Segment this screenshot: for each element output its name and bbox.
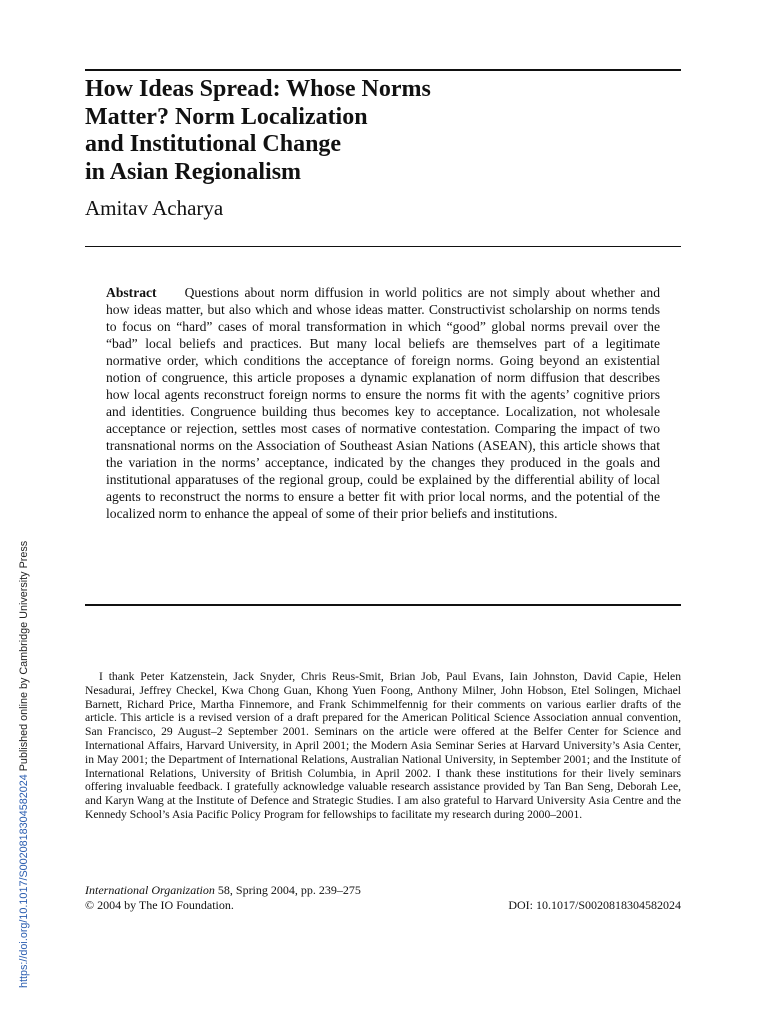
publisher-sidebar: [0, 540, 30, 988]
copyright: © 2004 by The IO Foundation.: [85, 898, 234, 912]
title-line-2: Matter? Norm Localization: [85, 103, 368, 130]
acknowledgments-footnote: I thank Peter Katzenstein, Jack Snyder, Chris Reus-Smit, Brian Job, Paul Evans, Iain Johnston, David Capie, Helen Nesadurai, Jeffrey Checkel, Kwa Chong Guan, Khong Yuen Foong, Anthony Milner, John Hobson, Etel Solingen, Michael Barnett, Richard Price, Martha Finnemore, and Frank Schimmelfennig for their comments on various earlier drafts of the article. This article is a revised version of a draft prepared for the American Political Science Association annual convention, San Francisco, 29 August–2 September 2001. Seminars on the article were offered at the Belfer Center for Science and International Affairs, Harvard University, in April 2001; the Modern Asia Seminar Series at Harvard University’s Asia Center, in May 2001; the Department of International Relations, Australian National University, in September 2001; and the Institute of International Relations, University of British Columbia, in April 2002. I thank these institutions for their lively seminars offering invaluable feedback. I gratefully acknowledge valuable research assistance provided by Tan Ban Seng, Deborah Lee, and Karyn Wang at the Institute of Defence and Strategic Studies. I am also grateful to Harvard University Asia Centre and the Kennedy School’s Asia Pacific Policy Program for fellowships to facilitate my research during 2000–2001.: [85, 670, 681, 821]
sidebar-publisher: Published online by Cambridge University Press: [18, 540, 30, 775]
abstract-rule: [85, 604, 681, 606]
journal-name: International Organization: [85, 883, 215, 897]
abstract-text: Questions about norm diffusion in world politics are not simply about whether and how ideas matter, but also which and whose ideas matter. Constructivist scholarship on norms tends to focus on “hard” cases of moral transformation in which “good” global norms prevail over the “bad” local beliefs and practices. But many local beliefs are themselves part of a legitimate normative order, which conditions the acceptance of foreign norms. Going beyond an existential notion of congruence, this article proposes a dynamic explanation of norm diffusion that describes how local agents reconstruct foreign norms to ensure the norms fit with the agents’ cognitive priors and identities. Congruence building thus becomes key to acceptance. Localization, not wholesale acceptance or rejection, settles most cases of normative contestation. Comparing the impact of two transnational norms on the Association of Southeast Asian Nations (ASEAN), this article shows that the variation in the norms’ acceptance, indicated by the changes they produced in the goals and institutional apparatuses of the regional group, could be explained by the differential ability of local agents to reconstruct the norms to ensure a better fit with prior local norms, and the potential of the localized norm to enhance the appeal of some of their prior beliefs and institutions.: [106, 285, 660, 521]
copyright-doi-line: [85, 898, 681, 913]
sidebar-text: [16, 541, 32, 988]
article-title: [85, 76, 681, 186]
journal-line: [85, 883, 681, 898]
top-rule: [85, 69, 681, 71]
journal-details: 58, Spring 2004, pp. 239–275: [217, 883, 361, 897]
title-line-3: and Institutional Change: [85, 131, 342, 157]
header-rule: [85, 246, 681, 247]
abstract-label: Abstract: [106, 285, 157, 300]
doi-link[interactable]: https://doi.org/10.1017/S0020818304582024: [18, 774, 30, 988]
title-line-1: How Ideas Spread: Whose Norms: [85, 76, 431, 102]
title-line-4: in Asian Regionalism: [85, 158, 302, 185]
author-name: Amitav Acharya: [85, 196, 224, 220]
abstract: [106, 284, 660, 522]
doi: DOI: 10.1017/S0020818304582024: [508, 898, 681, 912]
citation-block: [85, 883, 681, 913]
